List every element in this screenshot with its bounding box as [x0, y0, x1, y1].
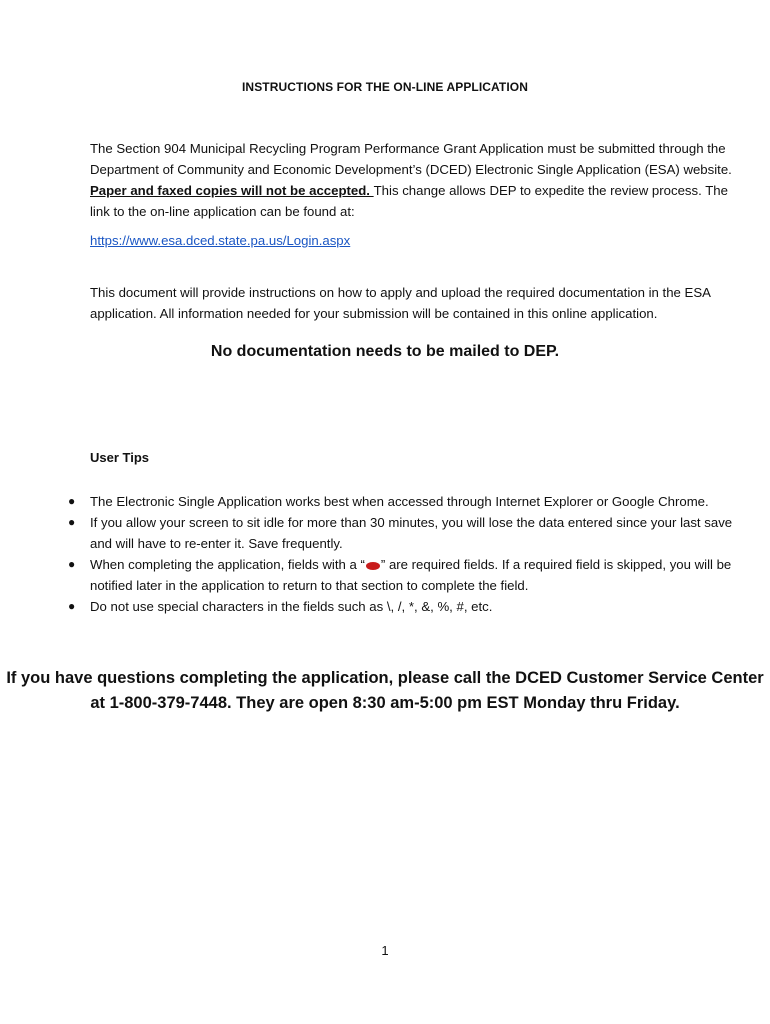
contact-paragraph: If you have questions completing the application, please call the DCED Customer Service Center at 1-800-379-7448. They are open 8:30 am-5:00 pm EST Monday thru Friday. [6, 669, 764, 712]
bullet-icon: ● [68, 599, 76, 613]
page-number: 1 [381, 943, 389, 958]
user-tips-heading: User Tips [90, 450, 150, 465]
required-marker-icon [366, 562, 380, 570]
bullet-icon: ● [68, 494, 76, 508]
tip-text: The Electronic Single Application works best when accessed through Internet Explorer or Google Chrome. [90, 494, 709, 509]
tip-idle-timeout [68, 512, 740, 554]
user-tips-list [68, 491, 740, 617]
intro-text-1: The Section 904 Municipal Recycling Program Performance Grant Application must be submitted through the Department of Community and Economic Development’s (DCED) Electronic Single Application (ESA) website. [90, 141, 732, 177]
bullet-icon: ● [68, 515, 76, 529]
tip-required-fields [68, 554, 740, 596]
no-mail-notice: No documentation needs to be mailed to DEP. [210, 343, 560, 360]
tip-text: If you allow your screen to sit idle for more than 30 minutes, you will lose the data entered since your last save and will have to re-enter it. Save frequently. [90, 515, 733, 551]
no-paper-copies-notice: Paper and faxed copies will not be accepted. [90, 183, 374, 198]
intro-paragraph [90, 138, 740, 222]
document-title: INSTRUCTIONS FOR THE ON-LINE APPLICATION [242, 80, 528, 94]
document-purpose-paragraph: This document will provide instructions on how to apply and upload the required documentation in the ESA application. All information needed for your submission will be contained in this online application. [90, 285, 711, 321]
tip-special-characters [68, 596, 740, 617]
tip-text-continued: ” are required fields. If a required field is skipped, you will be notified later in the application to return to that section to complete the field. [90, 557, 732, 593]
esa-login-link[interactable]: https://www.esa.dced.state.pa.us/Login.aspx [90, 233, 351, 248]
link-container [90, 230, 740, 251]
tip-text: Do not use special characters in the fields such as \, /, *, &, %, #, etc. [90, 599, 493, 614]
tip-text: When completing the application, fields with a “ [90, 557, 365, 572]
intro-text-2: This change allows DEP to expedite the review process. The link to the on-line application can be found at: [90, 183, 728, 219]
bullet-icon: ● [68, 557, 76, 571]
tip-browser [68, 491, 740, 512]
